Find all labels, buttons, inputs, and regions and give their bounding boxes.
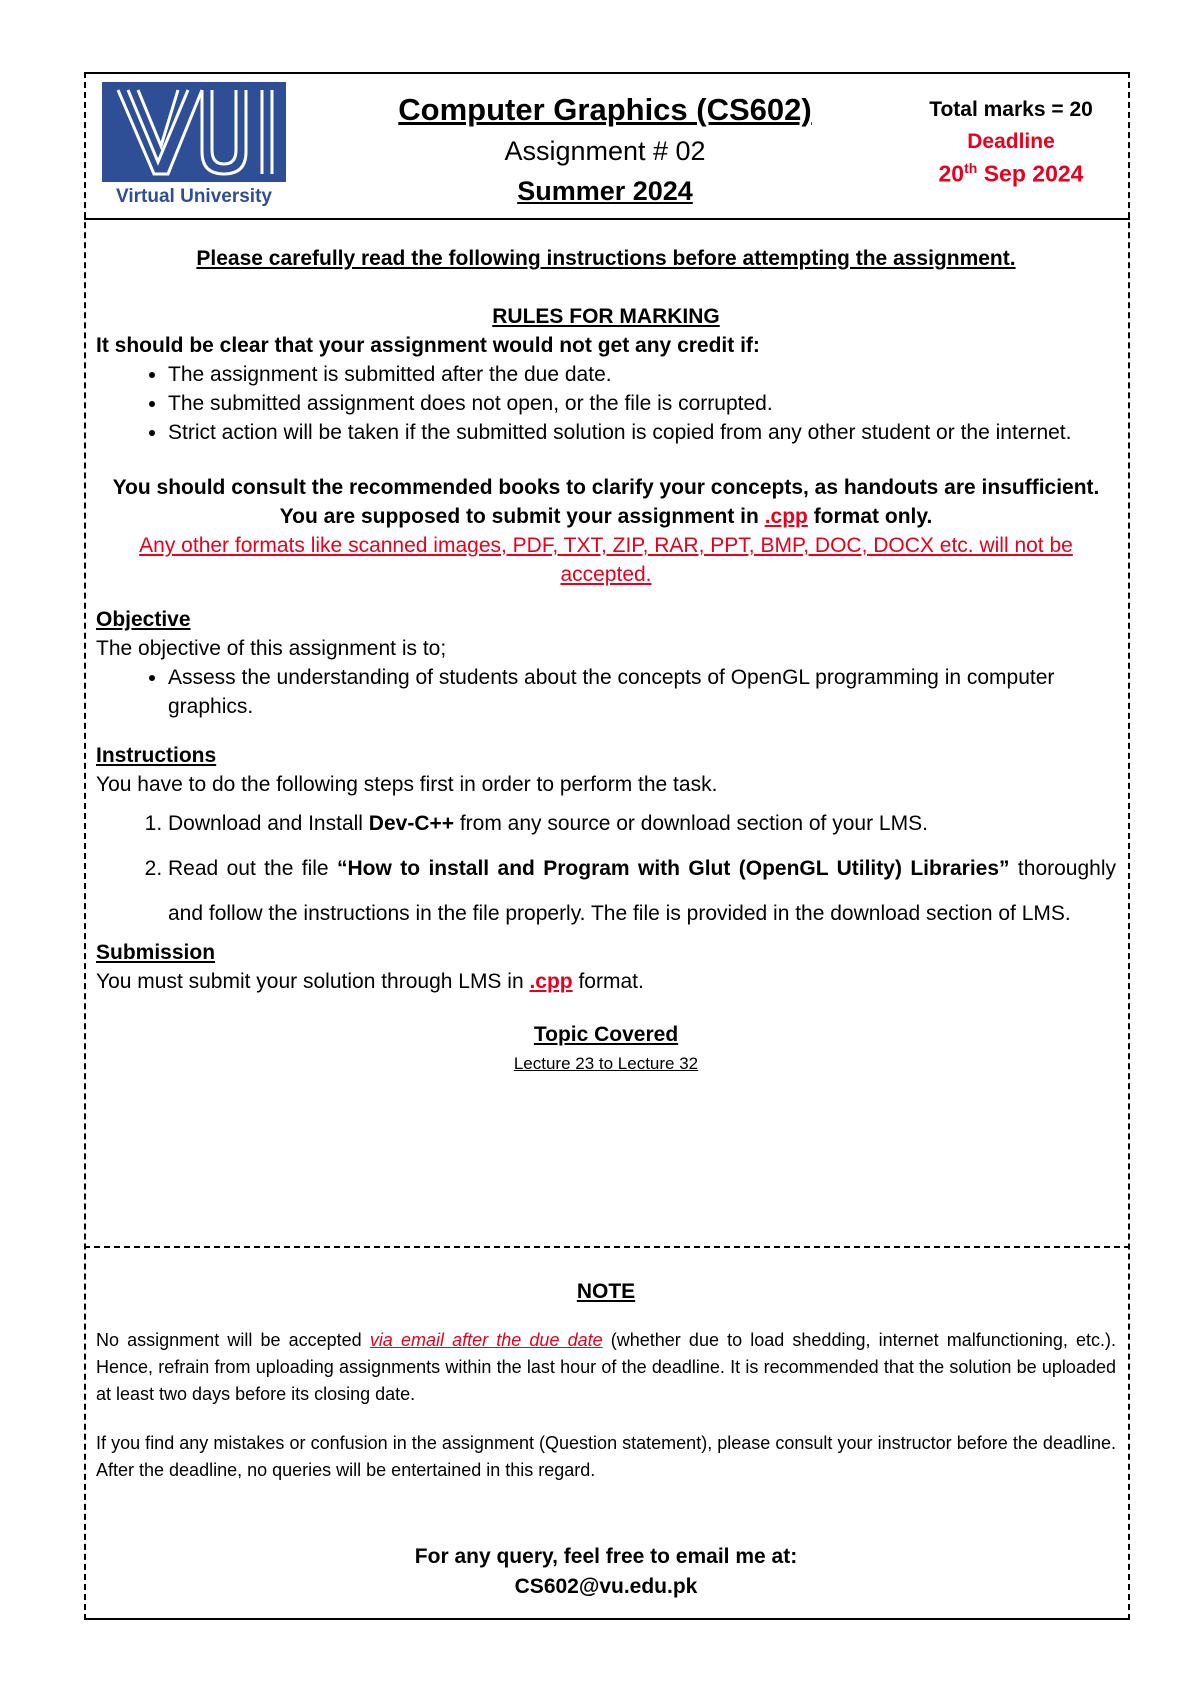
assignment-number: Assignment # 02: [504, 136, 706, 166]
topic-heading: Topic Covered: [533, 1023, 679, 1046]
objective-heading: Objective: [96, 608, 191, 631]
rules-heading: RULES FOR MARKING: [492, 305, 720, 328]
instructions-heading: Instructions: [96, 744, 217, 767]
note-p1-pre: No assignment will be accepted: [96, 1330, 370, 1350]
step1-software: Dev-C++: [368, 812, 455, 835]
note-paragraph-1: [96, 1327, 1116, 1408]
submit-format-prefix: You are supposed to submit your assignment in: [279, 505, 765, 528]
step-item: [168, 801, 1116, 846]
semester: Summer 2024: [517, 176, 693, 206]
consult-books: You should consult the recommended books to clarify your concepts, as handouts are insufficient.: [112, 476, 1100, 499]
deadline-day: 20: [938, 160, 965, 187]
submission-heading: Submission: [96, 941, 216, 964]
submit-format-suffix: format only.: [807, 505, 933, 528]
other-formats-warning: Any other formats like scanned images, PDF, TXT, ZIP, RAR, PPT, BMP, DOC, DOCX etc. will not be accepted.: [139, 534, 1073, 586]
read-instructions: Please carefully read the following instructions before attempting the assignment.: [196, 247, 1016, 270]
note-p1-post: (whether due to load shedding, internet malfunctioning, etc.). Hence, refrain from uploading assignments within the last hour of the deadline. It is recommended that the solution be uploaded at least two days before its closing date.: [96, 1330, 1116, 1404]
step1-text: Download and Install: [168, 812, 369, 835]
vu-logo-mark: [102, 82, 286, 182]
assignment-body: [96, 244, 1116, 1078]
instructions-lead: You have to do the following steps first in order to perform the task.: [96, 773, 718, 796]
instructions-steps: [96, 801, 1116, 936]
note-p1-red: via email after the due date: [369, 1330, 603, 1350]
note-section: [96, 1278, 1116, 1602]
objective-list: [96, 663, 1116, 721]
submission-text-post: format.: [572, 970, 644, 993]
vu-logo: [102, 82, 286, 208]
rule-item: • The assignment is submitted after the due date.: [168, 360, 1116, 389]
course-title: Computer Graphics (CS602): [398, 92, 812, 127]
step1-text-end: from any source or download section of your LMS.: [454, 812, 928, 835]
topic-text: Lecture 23 to Lecture 32: [513, 1054, 699, 1073]
submit-format: [96, 502, 1116, 531]
objective-lead: The objective of this assignment is to;: [96, 637, 447, 660]
submission-text-pre: You must submit your solution through LMS in: [96, 970, 530, 993]
note-heading: NOTE: [576, 1280, 636, 1303]
marks-deadline-block: [900, 98, 1122, 188]
step2-text: Read out the file: [168, 857, 338, 880]
note-divider: [84, 1246, 1130, 1248]
step2-file: “How to install and Program with Glut (OpenGL Utility) Libraries”: [337, 857, 1010, 880]
rule-item: • The submitted assignment does not open, or the file is corrupted.: [168, 389, 1116, 418]
note-paragraph-2: If you find any mistakes or confusion in the assignment (Question statement), please consult your instructor before the deadline. After the deadline, no queries will be entertained in this regard.: [96, 1433, 1116, 1480]
submission-ext: .cpp: [529, 970, 573, 993]
total-marks: Total marks = 20: [929, 98, 1093, 121]
credit-line: It should be clear that your assignment would not get any credit if:: [96, 334, 760, 357]
query-line: For any query, feel free to email me at:: [414, 1545, 798, 1568]
deadline-label: Deadline: [967, 130, 1055, 153]
deadline-suffix: th: [964, 160, 978, 176]
header-divider: [84, 218, 1130, 220]
submission-text: [96, 967, 1116, 996]
deadline-month-year: Sep 2024: [977, 160, 1084, 187]
logo-caption: Virtual University: [116, 186, 272, 207]
step-item: [168, 846, 1116, 936]
rule-item: • Strict action will be taken if the submitted solution is copied from any other student or the internet.: [168, 418, 1116, 447]
step2-text-end: thoroughly and follow the instructions in the file properly. The file is provided in the download section of LMS.: [168, 857, 1116, 925]
contact-email[interactable]: CS602@vu.edu.pk: [514, 1575, 698, 1598]
objective-item: • Assess the understanding of students about the concepts of OpenGL programming in computer graphics.: [168, 663, 1116, 721]
submit-format-ext: .cpp: [764, 505, 808, 528]
deadline-date: [900, 160, 1122, 188]
rules-list: [96, 360, 1116, 447]
